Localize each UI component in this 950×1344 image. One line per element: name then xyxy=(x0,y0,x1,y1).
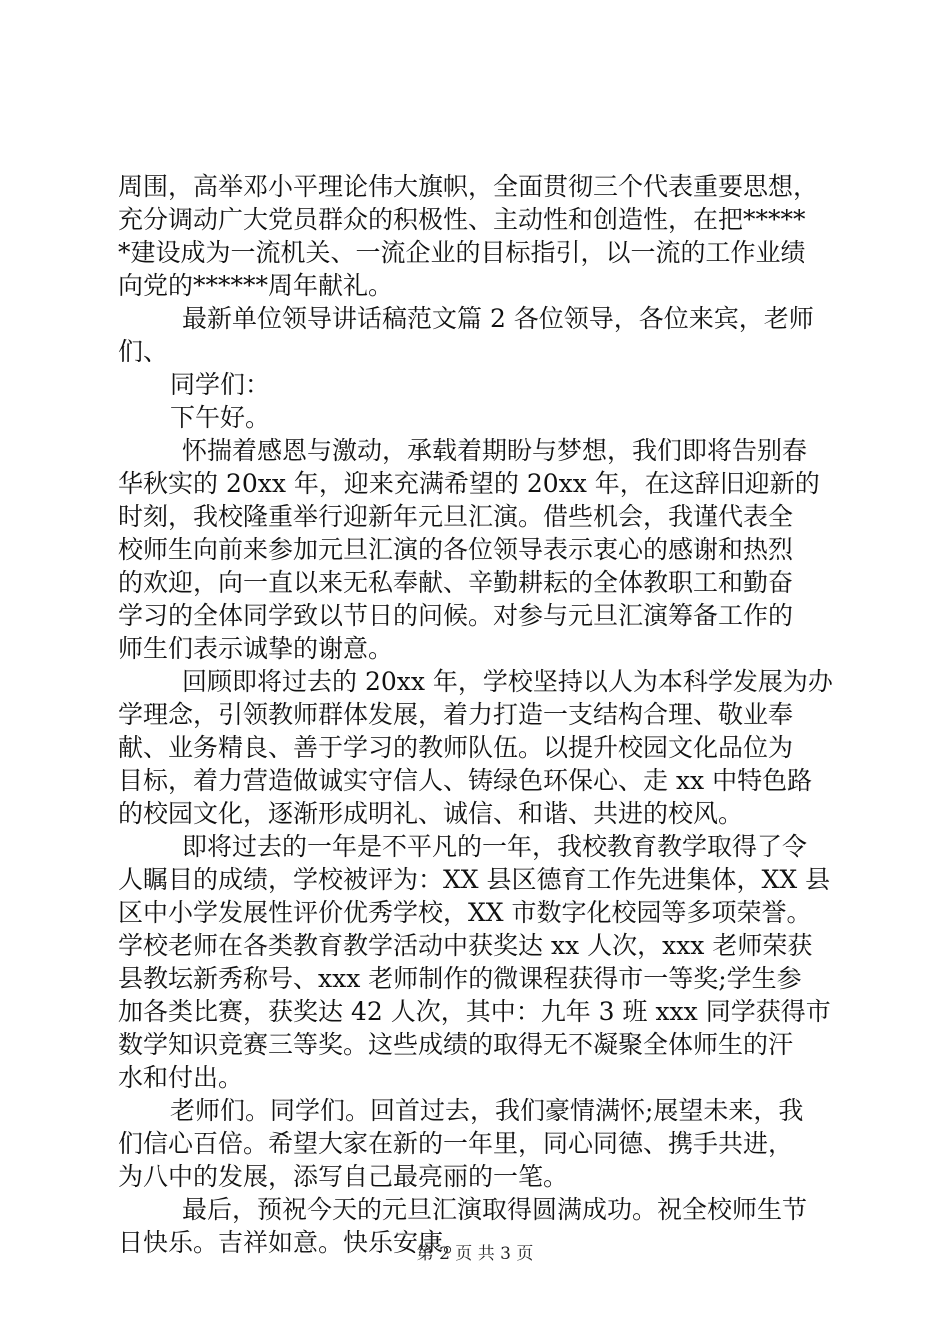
text-line: 最后，预祝今天的元旦汇演取得圆满成功。祝全校师生节 xyxy=(182,1195,808,1224)
text-line: 献、业务精良、善于学习的教师队伍。以提升校园文化品位为 xyxy=(118,733,794,762)
text-line: 向党的******周年献礼。 xyxy=(118,271,394,300)
text-line: 县教坛新秀称号、xxx 老师制作的微课程获得市一等奖;学生参 xyxy=(118,964,802,993)
text-line: 加各类比赛，获奖达 42 人次，其中：九年 3 班 xxx 同学获得市 xyxy=(118,997,831,1026)
text-line: 学理念，引领教师群体发展，着力打造一支结构合理、敬业奉 xyxy=(118,700,794,729)
text-line: 学习的全体同学致以节日的问候。对参与元旦汇演筹备工作的 xyxy=(118,601,794,630)
text-line: 周围，高举邓小平理论伟大旗帜，全面贯彻三个代表重要思想， xyxy=(118,172,819,201)
text-line: 同学们： xyxy=(170,370,271,399)
text-line: 水和付出。 xyxy=(118,1063,244,1092)
text-line: 充分调动广大党员群众的积极性、主动性和创造性，在把***** xyxy=(118,205,806,234)
text-line: 师生们表示诚挚的谢意。 xyxy=(118,634,394,663)
text-line: 华秋实的 20xx 年，迎来充满希望的 20xx 年，在这辞旧迎新的 xyxy=(118,469,820,498)
text-line: 区中小学发展性评价优秀学校，XX 市数字化校园等多项荣誉。 xyxy=(118,898,812,927)
text-line: 的校园文化，逐渐形成明礼、诚信、和谐、共进的校风。 xyxy=(118,799,744,828)
text-line: 目标，着力营造做诚实守信人、铸绿色环保心、走 xx 中特色路 xyxy=(118,766,813,795)
text-line: 校师生向前来参加元旦汇演的各位领导表示衷心的感谢和热烈 xyxy=(118,535,794,564)
text-line: 下午好。 xyxy=(170,403,271,432)
text-line: *建设成为一流机关、一流企业的目标指引，以一流的工作业绩 xyxy=(118,238,806,267)
page-footer: 第 2 页 共 3 页 xyxy=(416,1244,534,1264)
text-line: 们信心百倍。希望大家在新的一年里，同心同德、携手共进， xyxy=(118,1129,794,1158)
text-line: 怀揣着感恩与激动，承载着期盼与梦想，我们即将告别春 xyxy=(182,436,808,465)
text-line: 为八中的发展，添写自己最亮丽的一笔。 xyxy=(118,1162,569,1191)
text-line: 回顾即将过去的 20xx 年，学校坚持以人为本科学发展为办 xyxy=(182,667,833,696)
document-body xyxy=(118,170,834,1259)
text-line: 数学知识竞赛三等奖。这些成绩的取得无不凝聚全体师生的汗 xyxy=(118,1030,794,1059)
text-line: 时刻，我校隆重举行迎新年元旦汇演。借些机会，我谨代表全 xyxy=(118,502,794,531)
text-line: 最新单位领导讲话稿范文篇 2 各位领导，各位来宾，老师 xyxy=(182,304,814,333)
text-line: 日快乐。吉祥如意。快乐安康。 xyxy=(118,1228,469,1257)
text-line: 老师们。同学们。回首过去，我们豪情满怀;展望未来，我 xyxy=(170,1096,804,1125)
text-line: 即将过去的一年是不平凡的一年，我校教育教学取得了令 xyxy=(182,832,808,861)
text-line: 的欢迎，向一直以来无私奉献、辛勤耕耘的全体教职工和勤奋 xyxy=(118,568,794,597)
text-line: 人瞩目的成绩，学校被评为：XX 县区德育工作先进集体，XX 县 xyxy=(118,865,831,894)
text-line: 们、 xyxy=(118,337,169,366)
text-line: 学校老师在各类教育教学活动中获奖达 xx 人次，xxx 老师荣获 xyxy=(118,931,813,960)
